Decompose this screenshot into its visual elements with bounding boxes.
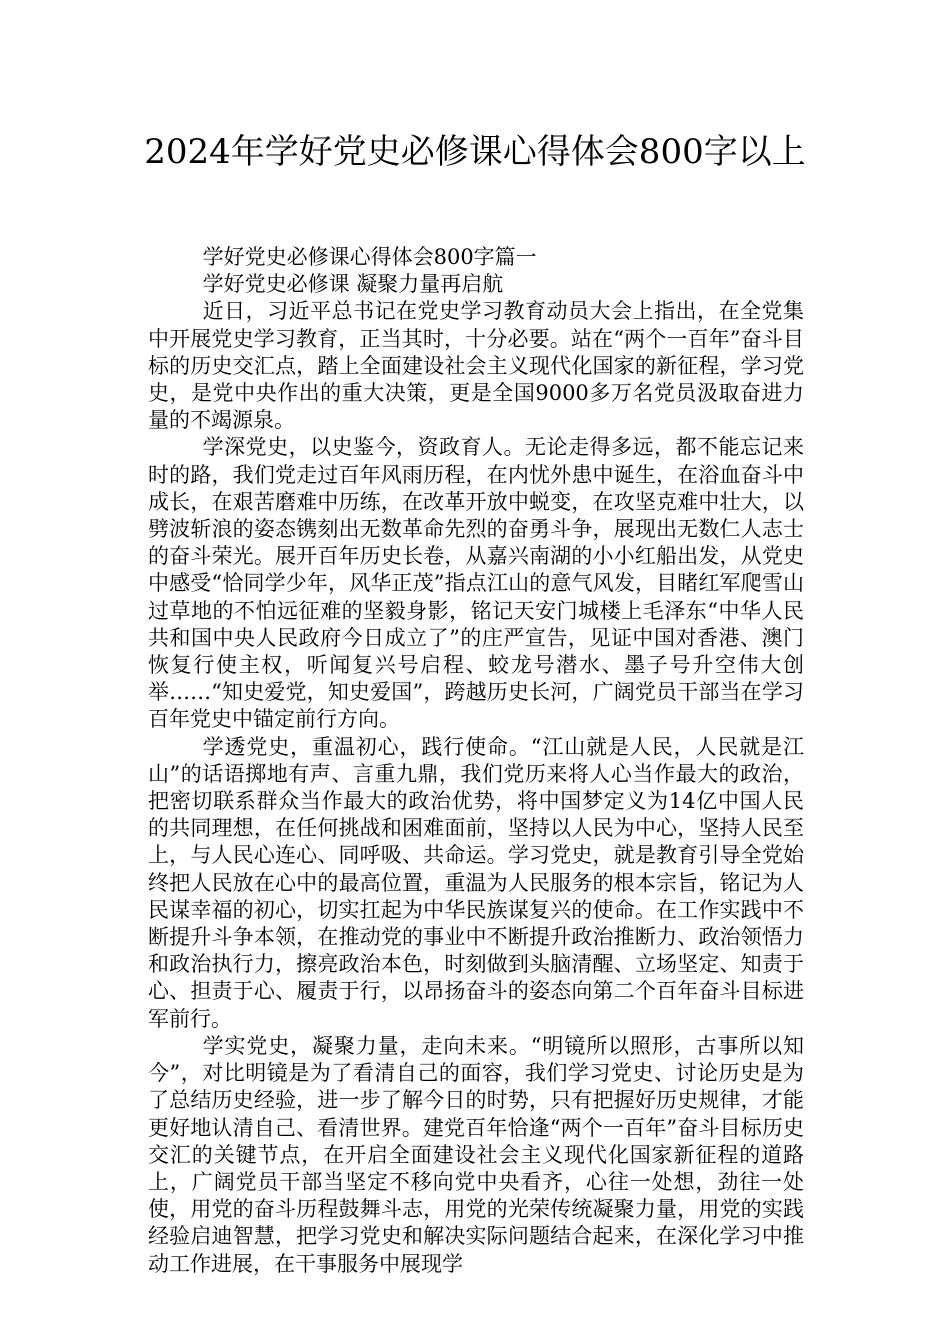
document-body [148, 244, 804, 1278]
document-title: 2024年学好党史必修课心得体会800字以上 [144, 132, 806, 172]
paragraph-2: 学深党史，以史鉴今，资政育人。无论走得多远，都不能忘记来时的路，我们党走过百年风雨历程，在内忧外患中诞生，在浴血奋斗中成长，在艰苦磨难中历练，在改革开放中蜕变，在攻坚克难中壮大，以劈波斩浪的姿态镌刻出无数革命先烈的奋勇斗争，展现出无数仁人志士的奋斗荣光。展开百年历史长卷，从嘉兴南湖的小小红船出发，从党史中感受“恰同学少年，风华正茂”指点江山的意气风发，目睹红军爬雪山过草地的不怕远征难的坚毅身影，铭记天安门城楼上毛泽东“中华人民共和国中央人民政府今日成立了”的庄严宣告，见证中国对香港、澳门恢复行使主权，听闻复兴号启程、蛟龙号潜水、墨子号升空伟大创举……“知史爱党，知史爱国”，跨越历史长河，广阔党员干部当在学习百年党史中锚定前行方向。 [148, 435, 804, 732]
section-heading: 学好党史必修课心得体会800字篇一 [202, 245, 537, 269]
paragraph-3: 学透党史，重温初心，践行使命。“江山就是人民，人民就是江山”的话语掷地有声、言重九鼎，我们党历来将人心当作最大的政治，把密切联系群众当作最大的政治优势，将中国梦定义为14亿中国人民的共同理想，在任何挑战和困难面前，坚持以人民为中心，坚持人民至上，与人民心连心、同呼吸、共命运。学习党史，就是教育引导全党始终把人民放在心中的最高位置，重温为人民服务的根本宗旨，铭记为人民谋幸福的初心，切实扛起为中华民族谋复兴的使命。在工作实践中不断提升斗争本领，在推动党的事业中不断提升政治推断力、政治领悟力和政治执行力，擦亮政治本色，时刻做到头脑清醒、立场坚定、知责于心、担责于心、履责于行，以昂扬奋斗的姿态向第二个百年奋斗目标进军前行。 [148, 734, 804, 1031]
section-subtitle: 学好党史必修课 凝聚力量再启航 [202, 272, 504, 297]
paragraph-1: 近日，习近平总书记在党史学习教育动员大会上指出，在全党集中开展党史学习教育，正当其时，十分必要。站在“两个一百年”奋斗目标的历史交汇点，踏上全面建设社会主义现代化国家的新征程，学习党史，是党中央作出的重大决策，更是全国9000多万名党员汲取奋进力量的不竭源泉。 [148, 299, 804, 433]
paragraph-4: 学实党史，凝聚力量，走向未来。“明镜所以照形，古事所以知今”，对比明镜是为了看清自己的面容，我们学习党史、讨论历史是为了总结历史经验，进一步了解今日的时势，只有把握好历史规律，才能更好地认清自己、看清世界。建党百年恰逢“两个一百年”奋斗目标历史交汇的关键节点，在开启全面建设社会主义现代化国家新征程的道路上，广阔党员干部当坚定不移向党中央看齐，心往一处想，劲往一处使，用党的奋斗历程鼓舞斗志，用党的光荣传统凝聚力量，用党的实践经验启迪智慧，把学习党史和解决实际问题结合起来，在深化学习中推动工作进展，在干事服务中展现学 [148, 1033, 804, 1276]
